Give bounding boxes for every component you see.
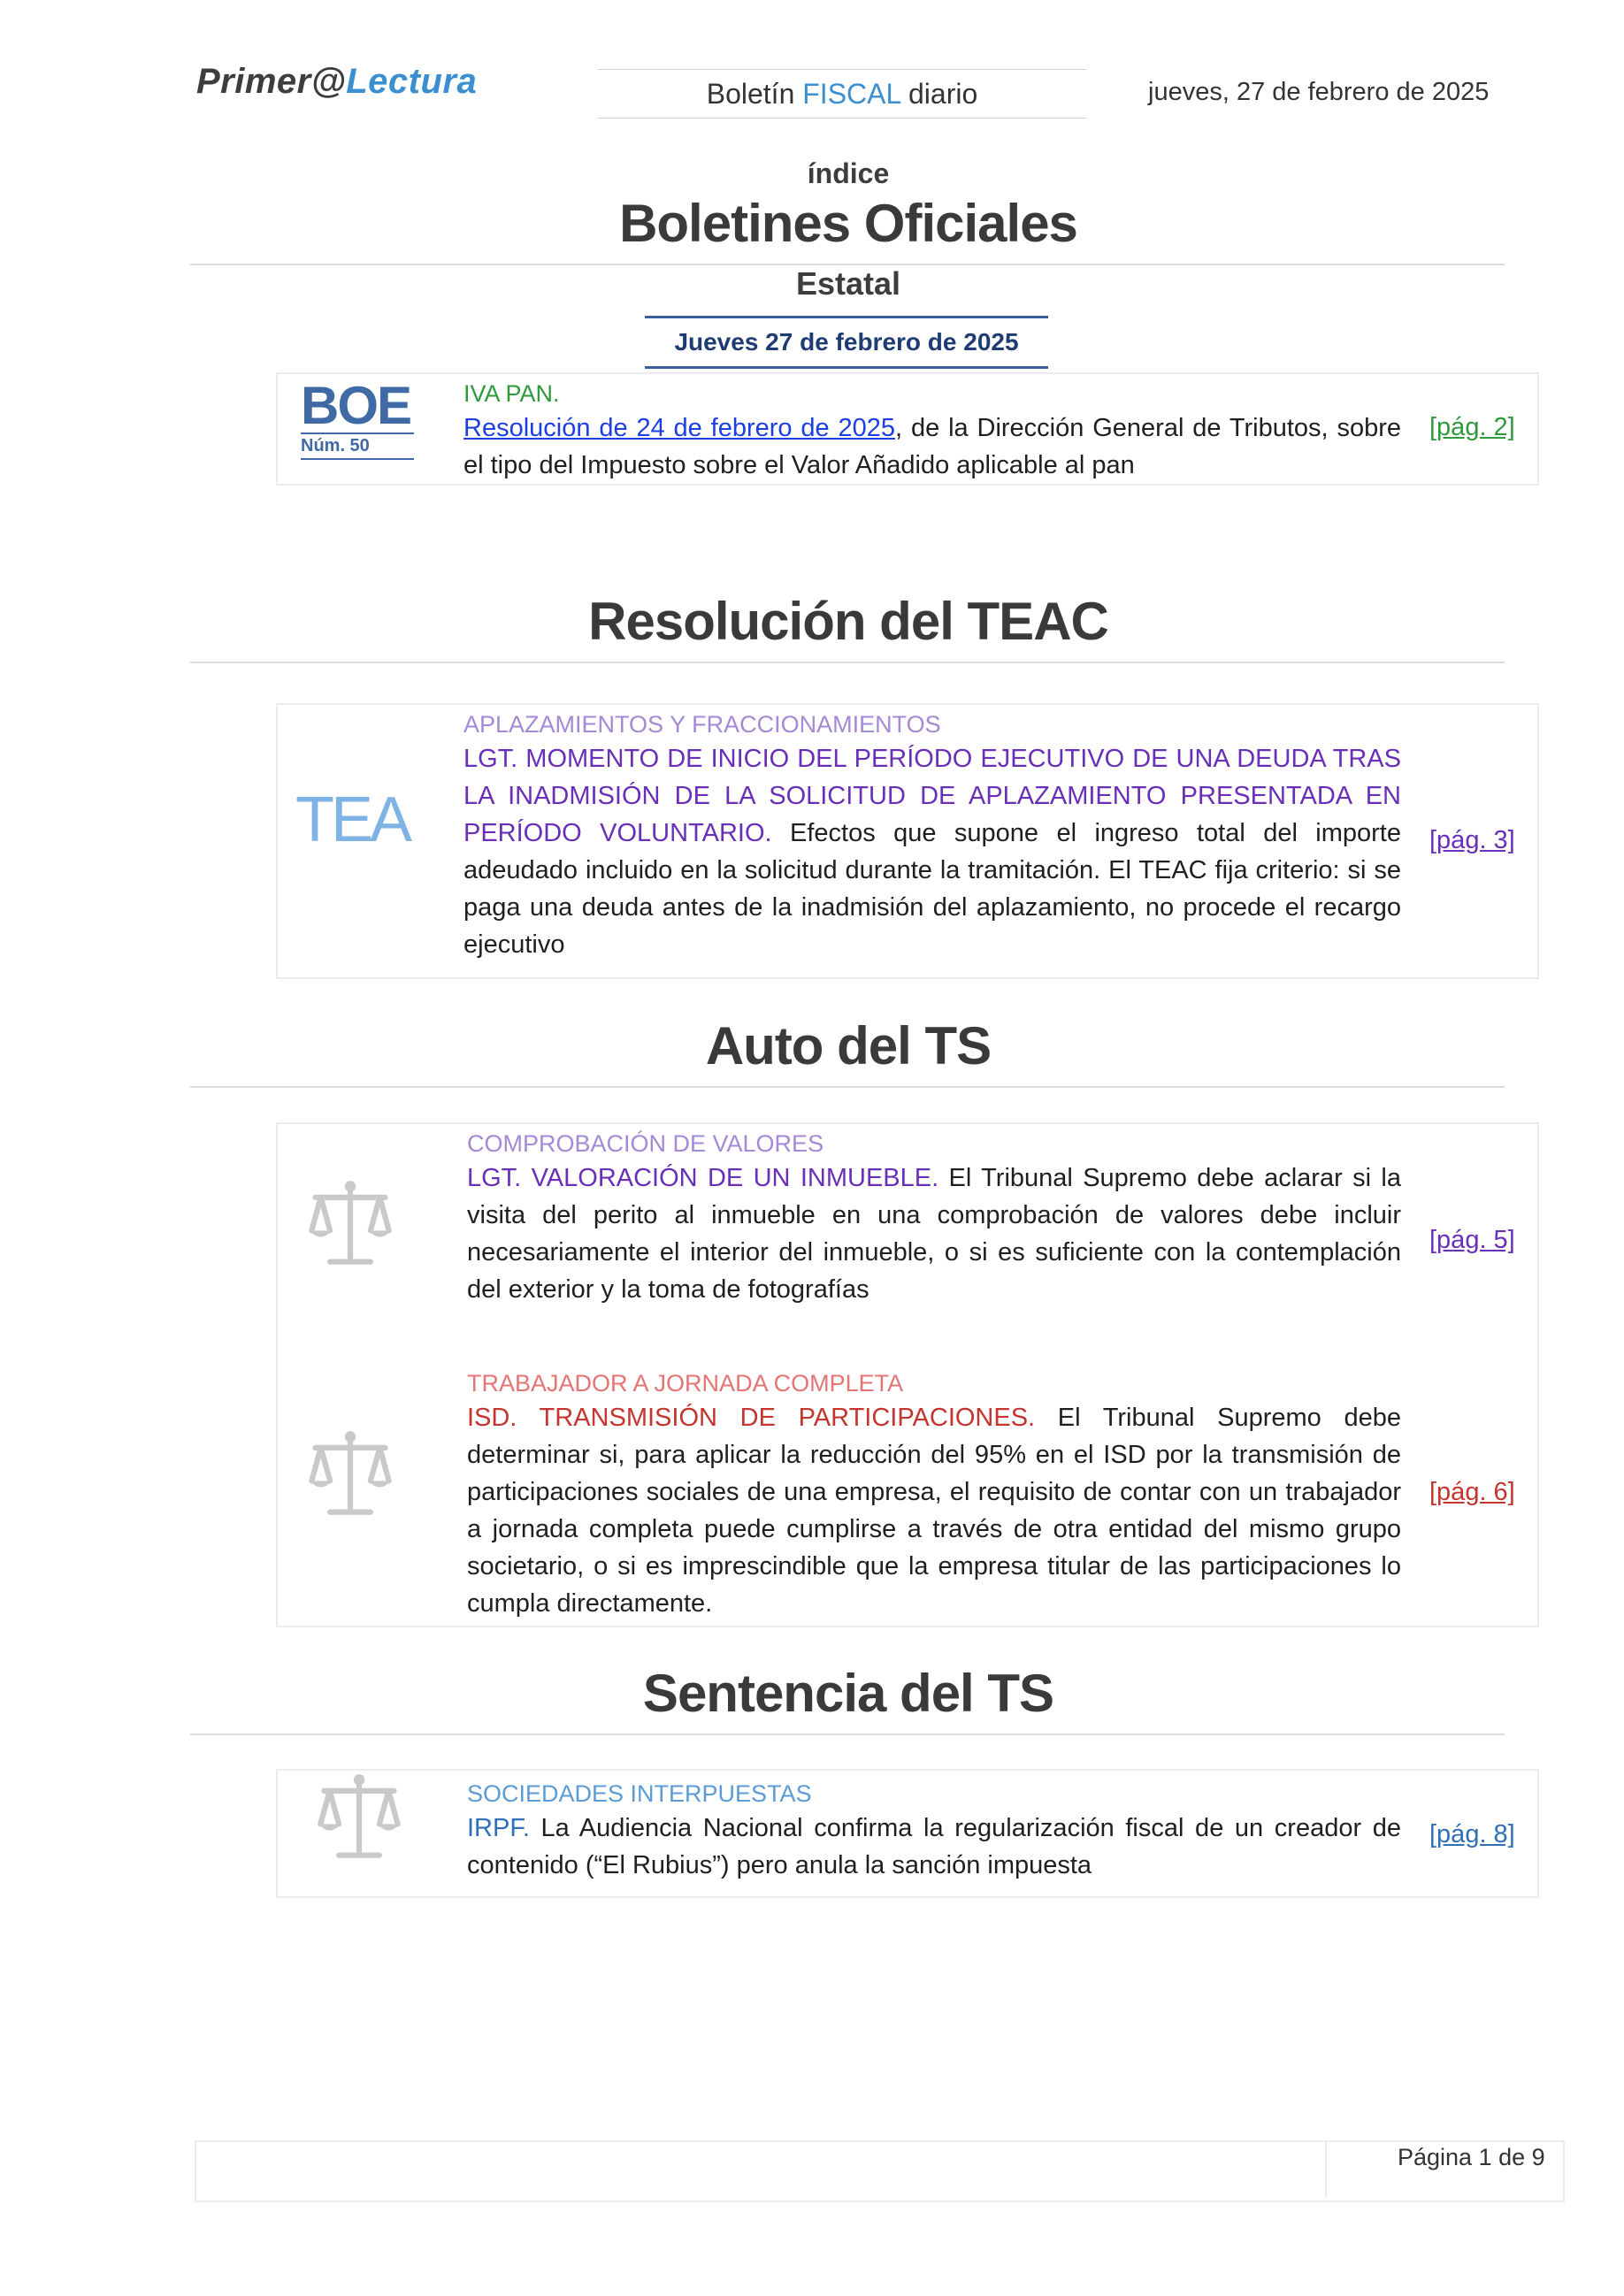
entry-category: IVA PAN. (463, 380, 560, 407)
entry-headline: ISD. TRANSMISIÓN DE PARTICIPACIONES. (467, 1404, 1036, 1432)
resolution-link[interactable]: Resolución de 24 de febrero de 2025 (463, 414, 896, 442)
boe-entry (276, 372, 1539, 486)
bulletin-title: Boletín FISCAL diario (598, 69, 1086, 119)
page-link[interactable]: [pág. 6] (1429, 1478, 1515, 1506)
date-bar: Jueves 27 de febrero de 2025 (645, 316, 1048, 369)
entry-body: Efectos que supone el ingreso total del importe adeudado incluido en la solicitud durante la tramitación. El TEAC fija criterio: si se paga una deuda antes de la inadmisión del aplazamiento, no procede el recargo ejecutivo (463, 819, 1401, 959)
auto-entry-1-text (467, 1128, 1401, 1308)
page-link[interactable]: [pág. 2] (1429, 413, 1515, 441)
boe-issue-number: Núm. 50 (301, 432, 414, 460)
header-date: jueves, 27 de febrero de 2025 (1148, 78, 1490, 106)
entry-body: , de la Dirección General de Tributos, sobre el tipo del Impuesto sobre el Valor Añadido aplicable al pan (463, 414, 1401, 479)
sentencia-entry-text (467, 1778, 1401, 1884)
section-subtitle-estatal: Estatal (795, 265, 901, 302)
index-label: índice (807, 157, 890, 189)
entry-headline: LGT. VALORACIÓN DE UN INMUEBLE. (467, 1164, 939, 1192)
teac-entry (276, 703, 1539, 979)
entry-body: La Audiencia Nacional confirma la regularización fiscal de un creador de contenido (“El Rubius”) pero anula la sanción impuesta (467, 1814, 1401, 1879)
page-link[interactable]: [pág. 8] (1429, 1820, 1515, 1848)
page-link[interactable]: [pág. 3] (1429, 826, 1515, 854)
scales-icon (313, 1771, 405, 1867)
entry-category: APLAZAMIENTOS Y FRACCIONAMIENTOS (463, 711, 941, 738)
section-title-teac: Resolución del TEAC (588, 592, 1108, 651)
boe-entry-text (463, 378, 1401, 484)
scales-icon (304, 1177, 396, 1274)
teac-entry-text (463, 708, 1401, 963)
scales-icon (304, 1427, 396, 1524)
section-title-boletines: Boletines Oficiales (619, 194, 1077, 253)
entry-category: COMPROBACIÓN DE VALORES (467, 1130, 824, 1157)
auto-entry-2-text (467, 1367, 1401, 1622)
divider (190, 1733, 1505, 1735)
section-title-auto-ts: Auto del TS (705, 1016, 992, 1075)
page-link[interactable]: [pág. 5] (1429, 1226, 1515, 1254)
divider (190, 1086, 1505, 1088)
boe-logo-word: BOE (301, 376, 411, 435)
auto-ts-entries (276, 1122, 1539, 1627)
entry-headline: IRPF. (467, 1814, 530, 1842)
entry-category: TRABAJADOR A JORNADA COMPLETA (467, 1370, 904, 1397)
entry-headline: LGT. MOMENTO DE INICIO DEL PERÍODO EJECUTIVO DE UNA DEUDA TRAS LA INADMISIÓN DE LA SOLICITUD DE APLAZAMIENTO PRESENTADA EN PERÍODO VOLUNTARIO. (463, 745, 1401, 847)
footer (195, 2140, 1565, 2202)
footer-divider (1325, 2140, 1327, 2199)
page-number: Página 1 de 9 (1398, 2144, 1545, 2170)
divider (190, 662, 1505, 663)
entry-category: SOCIEDADES INTERPUESTAS (467, 1780, 812, 1807)
brand-logo: Primer@Lectura (196, 62, 478, 101)
entry-body: El Tribunal Supremo debe determinar si, para aplicar la reducción del 95% en el ISD por la transmisión de participaciones sociales de una empresa, el requisito de contar con un trabajador a jornada completa puede cumplirse a través de otra entidad del mismo grupo societario, o si es imprescindible que la empresa titular de las participaciones lo cumpla directamente. (467, 1404, 1402, 1618)
boe-logo (301, 376, 414, 460)
tea-logo: TEA (295, 784, 410, 855)
sentencia-entry (276, 1769, 1539, 1898)
section-title-sentencia-ts: Sentencia del TS (642, 1664, 1054, 1723)
entry-body: El Tribunal Supremo debe aclarar si la visita del perito al inmueble en una comprobación de valores debe incluir necesariamente el interior del inmueble, o si es suficiente con la contemplación del exterior y la toma de fotografías (467, 1164, 1401, 1304)
